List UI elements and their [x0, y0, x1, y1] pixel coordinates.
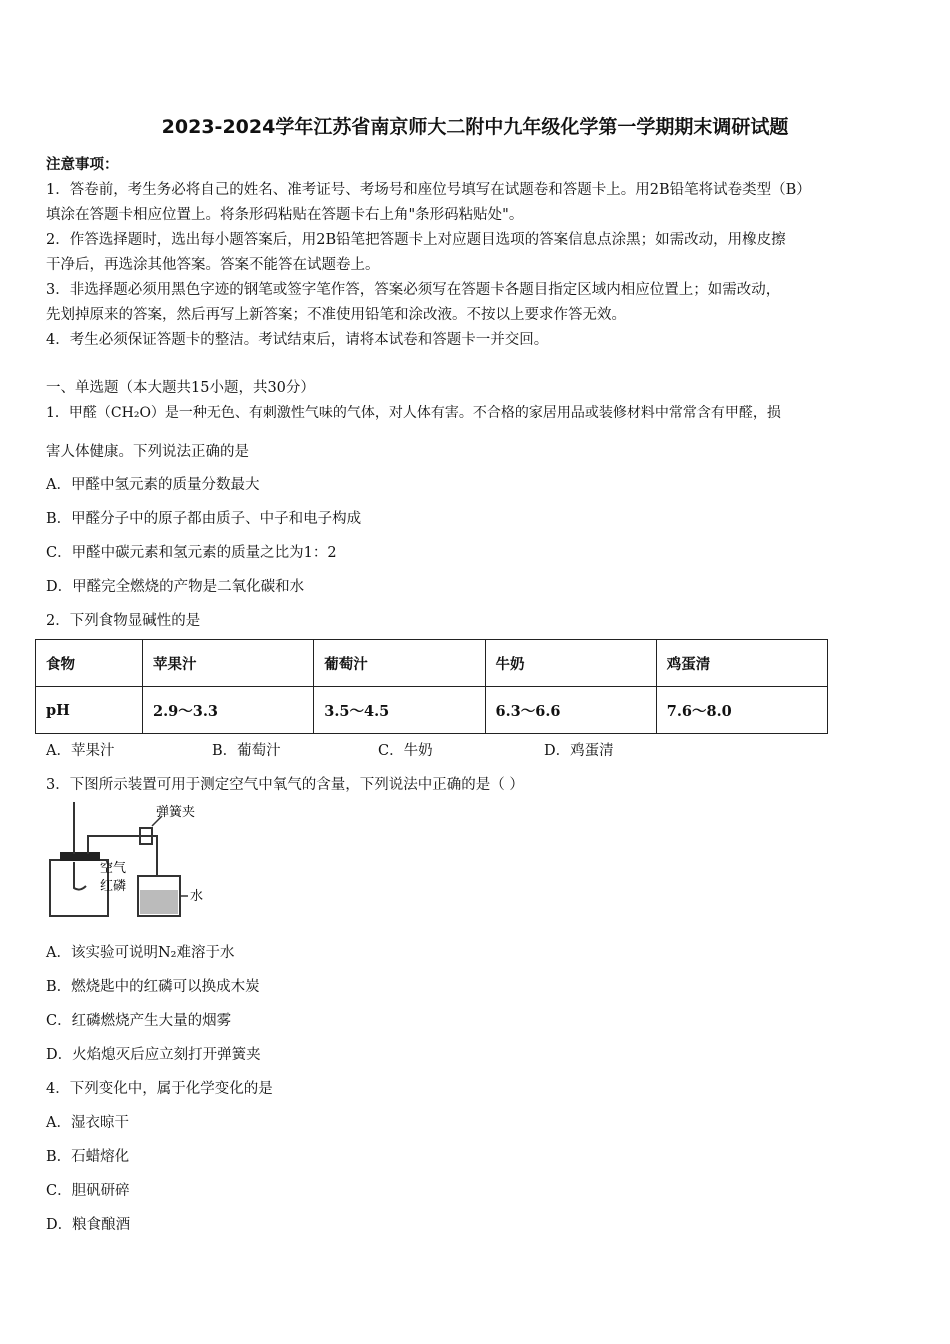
table-cell: 3.5～4.5 [314, 687, 485, 734]
table-row [36, 687, 828, 734]
label-air: 空气 [100, 861, 127, 876]
notice-line: 先划掉原来的答案，然后再写上新答案；不准使用铅笔和涂改液。不按以上要求作答无效。 [46, 307, 626, 323]
table-cell: 牛奶 [485, 640, 656, 687]
label-clip: 弹簧夹 [156, 805, 196, 820]
water-level [140, 890, 178, 914]
q1-stem: 害人体健康。下列说法正确的是 [46, 444, 249, 460]
table-cell: 鸡蛋清 [656, 640, 827, 687]
q2-option-d: D．鸡蛋清 [544, 743, 614, 759]
q4-option-c: C．胆矾研碎 [46, 1183, 130, 1199]
q1-option-b: B．甲醛分子中的原子都由质子、中子和电子构成 [46, 511, 362, 527]
section-heading: 一、单选题（本大题共15小题，共30分） [46, 380, 315, 396]
table-cell: 食物 [36, 640, 143, 687]
q4-stem: 4．下列变化中，属于化学变化的是 [46, 1081, 273, 1097]
notice-line: 填涂在答题卡相应位置上。将条形码粘贴在答题卡右上角"条形码粘贴处"。 [46, 207, 524, 223]
q2-stem: 2．下列食物显碱性的是 [46, 613, 201, 629]
label-water: 水 [190, 889, 204, 904]
q4-option-a: A．湿衣晾干 [46, 1115, 129, 1131]
q2-option-b: B．葡萄汁 [212, 743, 281, 759]
table-cell: 6.3～6.6 [485, 687, 656, 734]
notice-line: 2．作答选择题时，选出每小题答案后，用2B铅笔把答题卡上对应题目选项的答案信息点涂黑；如需改动，用橡皮擦 [46, 232, 786, 248]
combustion-spoon [74, 862, 86, 890]
q3-stem: 3．下图所示装置可用于测定空气中氧气的含量，下列说法中正确的是（ ） [46, 777, 524, 793]
table-cell: 苹果汁 [143, 640, 314, 687]
q3-option-c: C．红磷燃烧产生大量的烟雾 [46, 1013, 232, 1029]
bottle-stopper [60, 852, 100, 861]
apparatus-figure [44, 800, 208, 922]
q2-option-c: C．牛奶 [378, 743, 433, 759]
q2-option-a: A．苹果汁 [46, 743, 115, 759]
table-cell: 2.9～3.3 [143, 687, 314, 734]
q1-option-a: A．甲醛中氢元素的质量分数最大 [46, 477, 260, 493]
page-title: 2023-2024学年江苏省南京师大二附中九年级化学第一学期期末调研试题 [161, 116, 789, 138]
q1-stem: 1．甲醛（CH₂O）是一种无色、有刺激性气味的气体，对人体有害。不合格的家居用品或装修材料中常常含有甲醛，损 [46, 405, 781, 421]
table-cell: 7.6～8.0 [656, 687, 827, 734]
q3-option-b: B．燃烧匙中的红磷可以换成木炭 [46, 979, 260, 995]
notice-heading: 注意事项： [46, 156, 119, 173]
ph-table [35, 639, 828, 734]
notice-line: 4．考生必须保证答题卡的整洁。考试结束后，请将本试卷和答题卡一并交回。 [46, 332, 549, 348]
table-cell: pH [36, 687, 143, 734]
notice-line: 1．答卷前，考生务必将自己的姓名、准考证号、考场号和座位号填写在试题卷和答题卡上。用2B铅笔将试卷类型（B） [46, 182, 811, 198]
label-phosphorus: 红磷 [100, 879, 127, 894]
table-cell: 葡萄汁 [314, 640, 485, 687]
q1-option-d: D．甲醛完全燃烧的产物是二氧化碳和水 [46, 579, 305, 595]
notice-line: 3．非选择题必须用黑色字迹的钢笔或签字笔作答，答案必须写在答题卡各题目指定区域内相应位置上；如需改动， [46, 282, 781, 298]
q1-option-c: C．甲醛中碳元素和氢元素的质量之比为1：2 [46, 545, 337, 561]
q3-option-d: D．火焰熄灭后应立刻打开弹簧夹 [46, 1047, 261, 1063]
q2-options [46, 739, 614, 760]
notice-line: 干净后，再选涂其他答案。答案不能答在试题卷上。 [46, 257, 380, 273]
q4-option-d: D．粮食酿酒 [46, 1217, 131, 1233]
q3-option-a: A．该实验可说明N₂难溶于水 [46, 945, 235, 961]
table-header-row [36, 640, 828, 687]
q4-option-b: B．石蜡熔化 [46, 1149, 130, 1165]
